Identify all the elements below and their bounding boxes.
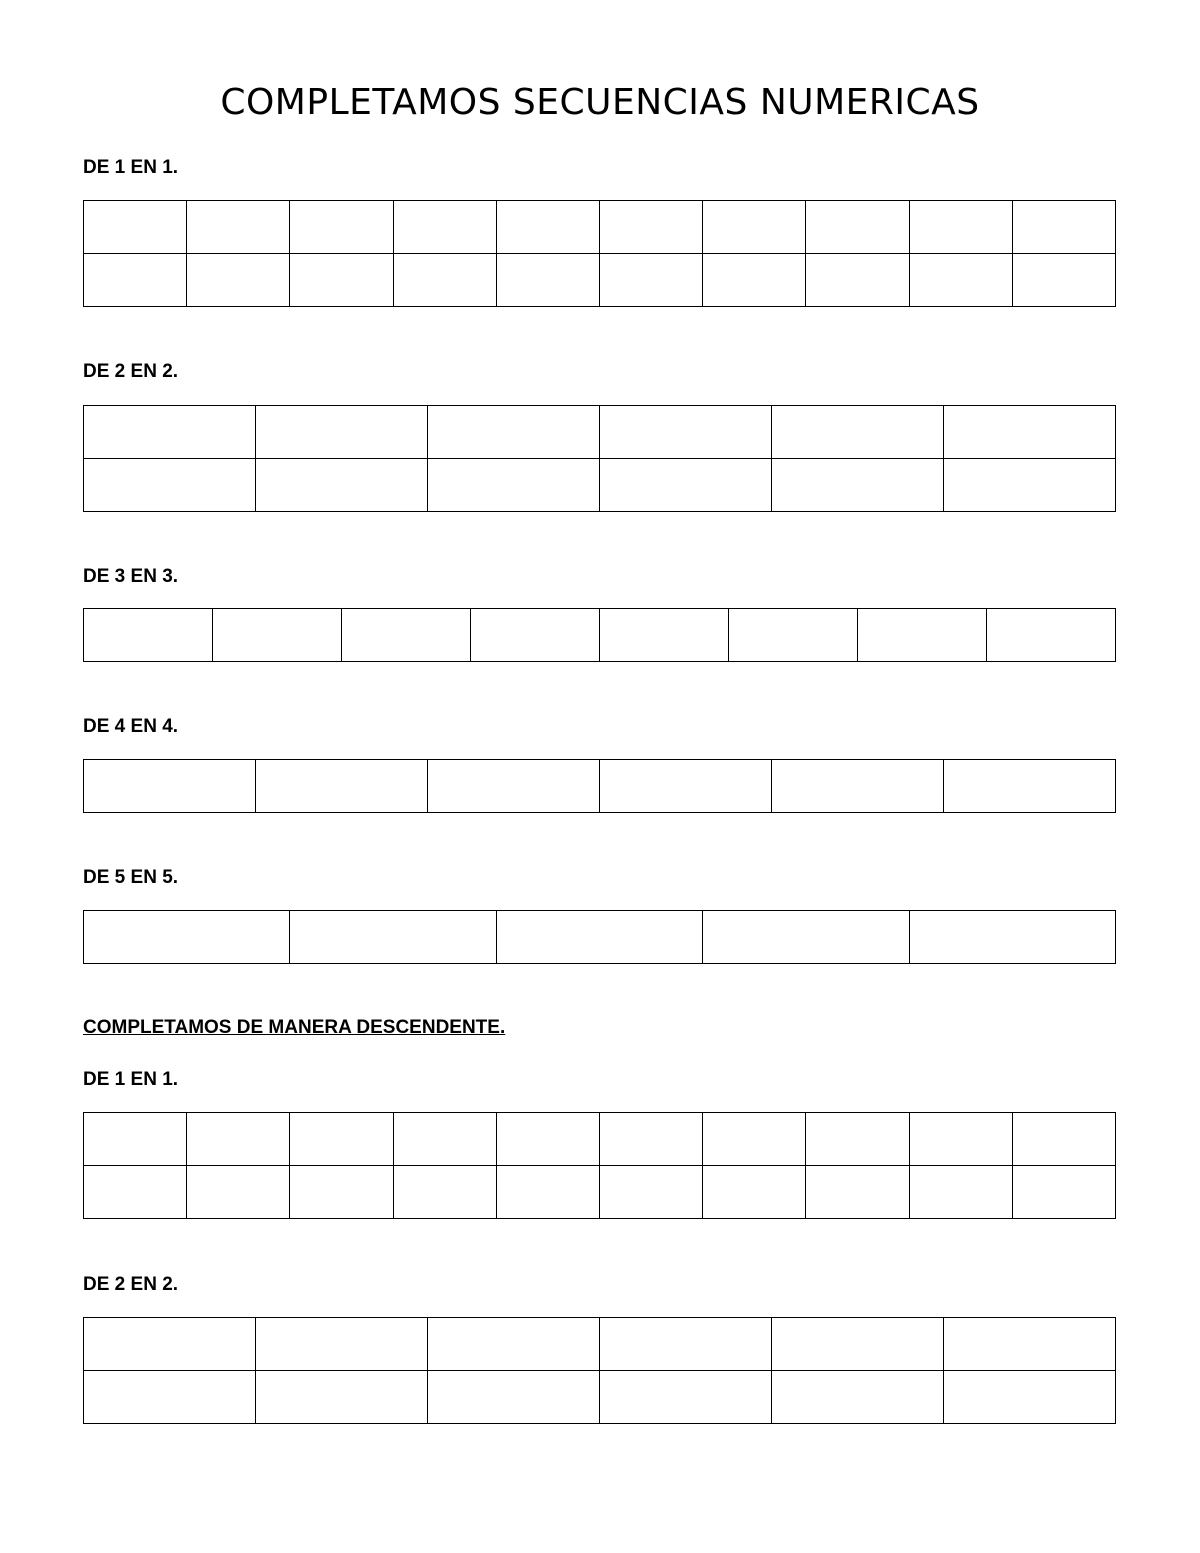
answer-cell[interactable] bbox=[84, 201, 187, 254]
answer-cell[interactable] bbox=[703, 254, 806, 307]
answer-cell[interactable] bbox=[290, 1166, 393, 1219]
grid-row bbox=[84, 609, 1116, 662]
answer-cell[interactable] bbox=[806, 1113, 909, 1166]
answer-cell[interactable] bbox=[909, 911, 1115, 964]
answer-cell[interactable] bbox=[909, 1113, 1012, 1166]
answer-cell[interactable] bbox=[187, 1166, 290, 1219]
answer-cell[interactable] bbox=[944, 1318, 1116, 1371]
grid-row bbox=[84, 1113, 1116, 1166]
answer-cell[interactable] bbox=[256, 760, 428, 813]
grid-3-en-3 bbox=[83, 608, 1116, 662]
answer-cell[interactable] bbox=[187, 254, 290, 307]
answer-cell[interactable] bbox=[84, 1318, 256, 1371]
answer-cell[interactable] bbox=[393, 1113, 496, 1166]
answer-cell[interactable] bbox=[393, 254, 496, 307]
grid-row bbox=[84, 459, 1116, 512]
answer-cell[interactable] bbox=[428, 1371, 600, 1424]
desc-section-label-2-en-2: DE 2 EN 2. bbox=[83, 1274, 179, 1295]
answer-cell[interactable] bbox=[772, 760, 944, 813]
answer-cell[interactable] bbox=[428, 406, 600, 459]
grid-row bbox=[84, 1318, 1116, 1371]
section-label-5-en-5: DE 5 EN 5. bbox=[83, 867, 179, 888]
answer-cell[interactable] bbox=[987, 609, 1116, 662]
answer-cell[interactable] bbox=[256, 459, 428, 512]
answer-cell[interactable] bbox=[256, 1318, 428, 1371]
grid-row bbox=[84, 1166, 1116, 1219]
answer-cell[interactable] bbox=[496, 1113, 599, 1166]
section-label-4-en-4: DE 4 EN 4. bbox=[83, 716, 179, 737]
answer-cell[interactable] bbox=[600, 609, 729, 662]
answer-cell[interactable] bbox=[806, 254, 909, 307]
grid-row bbox=[84, 1371, 1116, 1424]
answer-cell[interactable] bbox=[1012, 254, 1115, 307]
answer-cell[interactable] bbox=[944, 1371, 1116, 1424]
answer-cell[interactable] bbox=[600, 459, 772, 512]
answer-cell[interactable] bbox=[84, 459, 256, 512]
answer-cell[interactable] bbox=[84, 1371, 256, 1424]
grid-row bbox=[84, 760, 1116, 813]
answer-cell[interactable] bbox=[84, 760, 256, 813]
answer-cell[interactable] bbox=[944, 459, 1116, 512]
answer-cell[interactable] bbox=[703, 1166, 806, 1219]
answer-cell[interactable] bbox=[600, 1318, 772, 1371]
answer-cell[interactable] bbox=[703, 201, 806, 254]
page-title: COMPLETAMOS SECUENCIAS NUMERICAS bbox=[220, 82, 980, 123]
desc-grid-1-en-1 bbox=[83, 1112, 1116, 1219]
answer-cell[interactable] bbox=[1012, 1166, 1115, 1219]
desc-grid-2-en-2 bbox=[83, 1317, 1116, 1424]
answer-cell[interactable] bbox=[496, 201, 599, 254]
answer-cell[interactable] bbox=[1012, 201, 1115, 254]
answer-cell[interactable] bbox=[599, 1166, 702, 1219]
answer-cell[interactable] bbox=[256, 1371, 428, 1424]
answer-cell[interactable] bbox=[256, 406, 428, 459]
grid-1-en-1 bbox=[83, 200, 1116, 307]
answer-cell[interactable] bbox=[1012, 1113, 1115, 1166]
section-label-2-en-2: DE 2 EN 2. bbox=[83, 361, 179, 382]
answer-cell[interactable] bbox=[729, 609, 858, 662]
grid-4-en-4 bbox=[83, 759, 1116, 813]
answer-cell[interactable] bbox=[909, 254, 1012, 307]
section-label-3-en-3: DE 3 EN 3. bbox=[83, 566, 179, 587]
answer-cell[interactable] bbox=[84, 1113, 187, 1166]
answer-cell[interactable] bbox=[944, 760, 1116, 813]
answer-cell[interactable] bbox=[84, 254, 187, 307]
answer-cell[interactable] bbox=[496, 911, 702, 964]
grid-row bbox=[84, 911, 1116, 964]
answer-cell[interactable] bbox=[428, 1318, 600, 1371]
answer-cell[interactable] bbox=[471, 609, 600, 662]
answer-cell[interactable] bbox=[909, 201, 1012, 254]
answer-cell[interactable] bbox=[290, 1113, 393, 1166]
grid-5-en-5 bbox=[83, 910, 1116, 964]
answer-cell[interactable] bbox=[84, 609, 213, 662]
answer-cell[interactable] bbox=[909, 1166, 1012, 1219]
answer-cell[interactable] bbox=[600, 1371, 772, 1424]
answer-cell[interactable] bbox=[428, 760, 600, 813]
answer-cell[interactable] bbox=[496, 254, 599, 307]
answer-cell[interactable] bbox=[187, 201, 290, 254]
answer-cell[interactable] bbox=[84, 406, 256, 459]
answer-cell[interactable] bbox=[393, 1166, 496, 1219]
answer-cell[interactable] bbox=[772, 406, 944, 459]
answer-cell[interactable] bbox=[213, 609, 342, 662]
answer-cell[interactable] bbox=[393, 201, 496, 254]
section-label-1-en-1: DE 1 EN 1. bbox=[83, 157, 179, 178]
answer-cell[interactable] bbox=[187, 1113, 290, 1166]
answer-cell[interactable] bbox=[428, 459, 600, 512]
answer-cell[interactable] bbox=[290, 201, 393, 254]
answer-cell[interactable] bbox=[772, 459, 944, 512]
answer-cell[interactable] bbox=[600, 406, 772, 459]
answer-cell[interactable] bbox=[772, 1318, 944, 1371]
answer-cell[interactable] bbox=[599, 254, 702, 307]
answer-cell[interactable] bbox=[600, 760, 772, 813]
answer-cell[interactable] bbox=[496, 1166, 599, 1219]
answer-cell[interactable] bbox=[772, 1371, 944, 1424]
desc-section-label-1-en-1: DE 1 EN 1. bbox=[83, 1069, 179, 1090]
answer-cell[interactable] bbox=[290, 911, 496, 964]
answer-cell[interactable] bbox=[806, 201, 909, 254]
grid-row bbox=[84, 406, 1116, 459]
answer-cell[interactable] bbox=[858, 609, 987, 662]
grid-row bbox=[84, 201, 1116, 254]
answer-cell[interactable] bbox=[806, 1166, 909, 1219]
answer-cell[interactable] bbox=[342, 609, 471, 662]
answer-cell[interactable] bbox=[599, 1113, 702, 1166]
answer-cell[interactable] bbox=[84, 1166, 187, 1219]
grid-2-en-2 bbox=[83, 405, 1116, 512]
descending-heading: COMPLETAMOS DE MANERA DESCENDENTE. bbox=[83, 1017, 506, 1038]
answer-cell[interactable] bbox=[599, 201, 702, 254]
answer-cell[interactable] bbox=[703, 1113, 806, 1166]
answer-cell[interactable] bbox=[290, 254, 393, 307]
answer-cell[interactable] bbox=[84, 911, 290, 964]
grid-row bbox=[84, 254, 1116, 307]
answer-cell[interactable] bbox=[944, 406, 1116, 459]
answer-cell[interactable] bbox=[703, 911, 909, 964]
